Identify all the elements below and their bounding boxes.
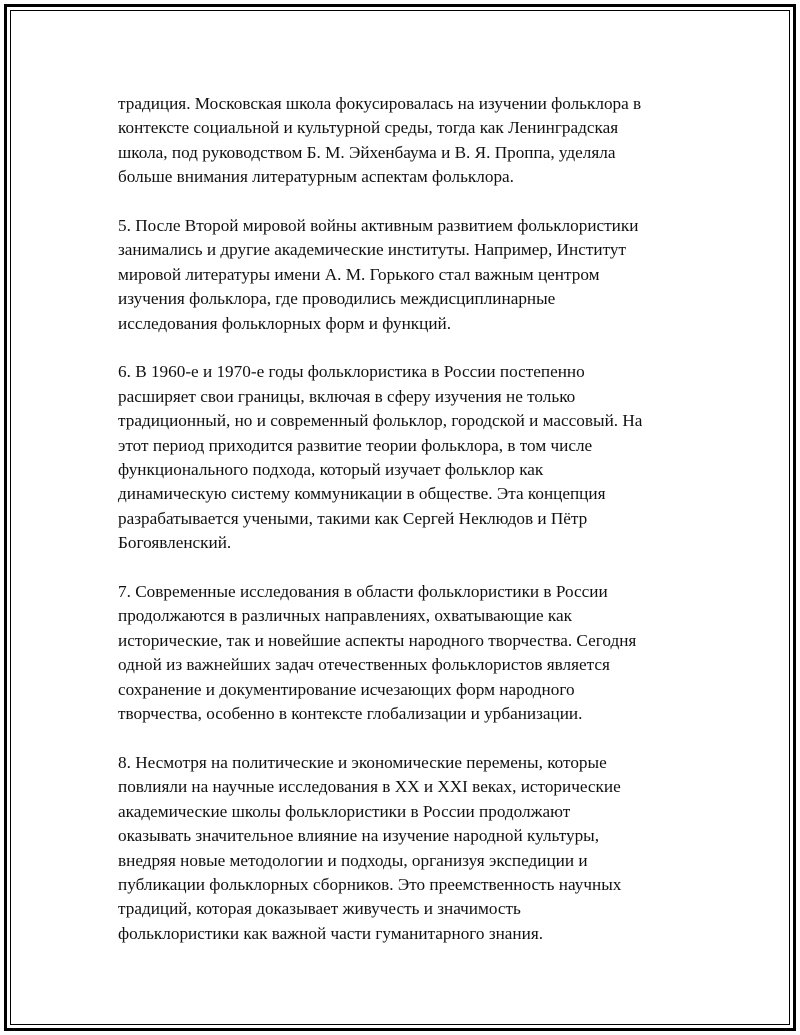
paragraph-7: 7. Современные исследования в области фольклористики в России продолжаются в различных направлениях, охватывающие как исторические, так и новейшие аспекты народного творчества. Сегодня одной из важнейших задач отечественных фольклористов является сохранение и документирование исчезающих форм народного творчества, особенно в контексте глобализации и урбанизации. [118, 582, 637, 724]
paragraph-continuation: традиция. Московская школа фокусировалась на изучении фольклора в контексте социальной и культурной среды, тогда как Ленинградская школа, под руководством Б. М. Эйхенбаума и В. Я. Проппа, уделяла больше внимания литературным аспектам фольклора. [118, 94, 642, 187]
document-body [118, 92, 690, 971]
paragraph-8: 8. Несмотря на политические и экономические перемены, которые повлияли на научные исследования в XX и XXI веках, исторические академические школы фольклористики в России продолжают оказывать значительное влияние на изучение народной культуры, внедряя новые методологии и подходы, организуя экспедиции и публикации фольклорных сборников. Это преемственность научных традиций, которая доказывает живучесть и значимость фольклористики как важной части гуманитарного знания. [118, 752, 622, 943]
paragraph-6: 6. В 1960-е и 1970-е годы фольклористика в России постепенно расширяет свои границы, включая в сферу изучения не только традиционный, но и современный фольклор, городской и массовый. На этот период приходится развитие теории фольклора, в том числе функционального подхода, который изучает фольклор как динамическую систему коммуникации в обществе. Эта концепция разрабатывается учеными, такими как Сергей Неклюдов и Пётр Богоявленский. [118, 362, 643, 553]
paragraph-5: 5. После Второй мировой войны активным развитием фольклористики занимались и другие академические институты. Например, Институт мировой литературы имени А. М. Горького стал важным центром изучения фольклора, где проводились междисциплинарные исследования фольклорных форм и функций. [118, 216, 639, 333]
